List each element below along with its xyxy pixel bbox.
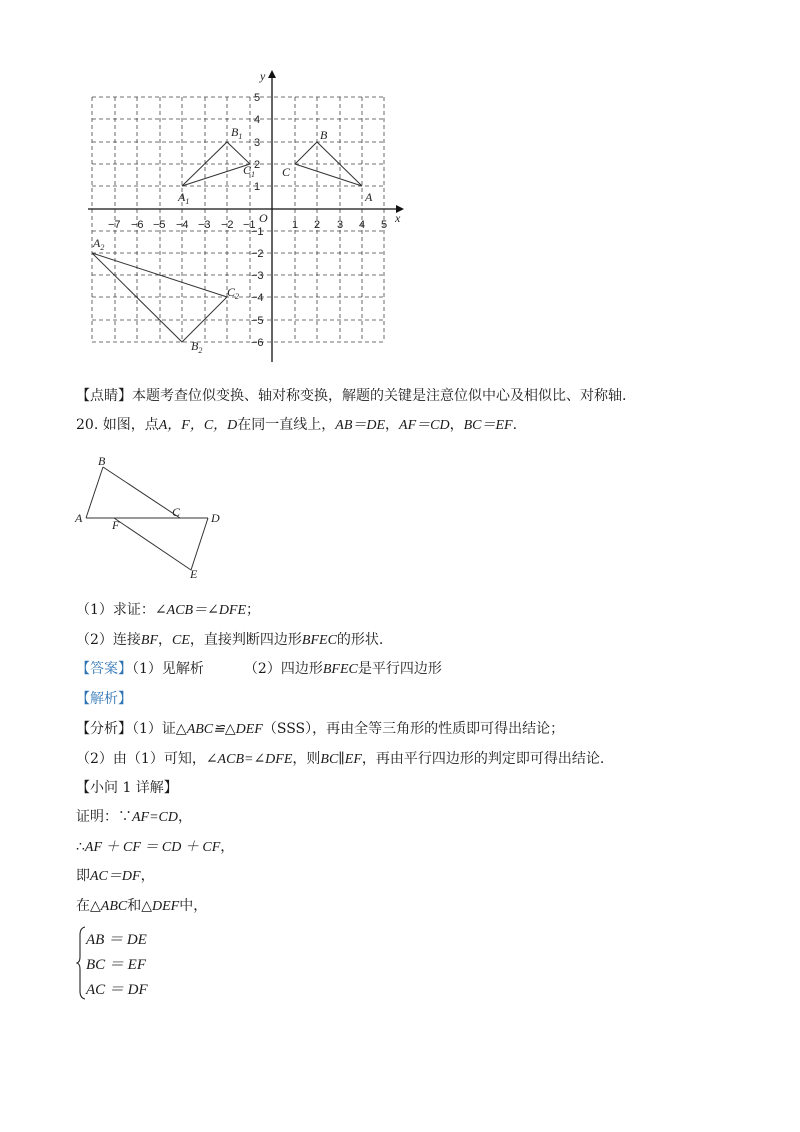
x-tick: 1 [292,219,299,231]
y-tick: −2 [251,248,264,260]
y-tick: −5 [251,315,264,327]
y-tick: −4 [251,292,264,304]
point-label-a: A [365,190,373,204]
point-label-c: C [282,165,291,179]
x-tick: 5 [381,219,388,231]
segment-de [191,518,208,570]
x-tick: −1 [243,219,256,231]
x-tick: 2 [314,219,321,231]
point-label-b2: $B_2$ [191,339,203,355]
y-axis-label: y [260,69,266,83]
question-1: （1）求证：∠ACB＝∠DFE； [76,602,261,618]
x-tick: −7 [108,219,121,231]
point-label-c2: $C_2$ [227,285,240,301]
geometry-figure [70,452,230,582]
x-tick: −6 [131,219,144,231]
note-line [76,386,626,406]
fig2-label-f: F [112,518,120,532]
fig2-label-a: A [75,511,83,525]
triangle-a2b2c2 [92,253,227,342]
answer-line: 【答案】（1）见解析 （2）四边形BFEC是平行四边形 [76,661,442,677]
segment-fe [114,518,191,570]
point-label-b: B [320,128,328,142]
y-axis-arrow [268,70,276,78]
fig2-label-d: D [211,511,220,525]
origin-label: O [259,211,268,225]
problem-20-statement: 20. 如图，点A，F，C，D在同一直线上，AB＝DE，AF＝CD，BC＝EF. [76,417,518,433]
fenxi-line-2: （2）由（1）可知，∠ACB=∠DFE，则BC∥EF，再由平行四边形的判定即可得出结论. [76,751,605,767]
x-tick: 4 [359,219,366,231]
y-tick: 3 [254,137,261,149]
answer-tag: 【答案】 [76,661,132,677]
equation-row: BC ＝ EF [86,957,146,973]
x-tick: 3 [337,219,344,231]
point-label-a2: $A_2$ [93,236,105,252]
equation-row: AC ＝ DF [86,982,148,998]
detail-tag: 【小问 1 详解】 [76,780,178,796]
note-tag: 【点睛】 [76,388,132,404]
left-brace [76,926,86,1000]
y-tick: −6 [251,337,264,349]
proof-line-3: 即AC＝DF， [76,868,155,884]
fenxi-line-1: 【分析】（1）证△ABC≌△DEF（SSS），再由全等三角形的性质即可得出结论； [76,721,565,737]
proof-line-2: ∴AF ＋ CF ＝ CD ＋ CF， [76,839,235,855]
fig2-label-c: C [172,505,181,519]
equation-system [76,926,196,1000]
y-tick: −1 [251,226,264,238]
x-axis-label: x [395,211,401,225]
x-tick: −4 [176,219,189,231]
fig2-label-b: B [98,454,106,468]
segment-bc [103,467,180,518]
point-label-a1: $A_1$ [178,190,190,206]
y-tick: 2 [254,159,261,171]
x-tick: −3 [198,219,211,231]
x-tick-labels [108,219,387,231]
question-2: （2）连接BF，CE，直接判断四边形BFEC的形状. [76,632,384,648]
coordinate-figure [84,66,414,366]
problem-number: 20. [76,417,99,433]
proof-line-4: 在△ABC和△DEF中， [76,898,208,914]
point-label-c1: $C_1$ [243,163,256,179]
analysis-tag: 【解析】 [76,691,132,707]
x-tick: −5 [153,219,166,231]
segment-ab [86,467,103,518]
y-tick: 4 [254,114,261,126]
x-tick: −2 [221,219,234,231]
proof-line-1: 证明：∵AF=CD， [76,809,192,825]
y-tick: 5 [254,92,261,104]
point-label-b1: $B_1$ [231,125,243,141]
note-text: 本题考查位似变换、轴对称变换，解题的关键是注意位似中心及相似比、对称轴. [132,388,627,404]
y-tick: 1 [254,181,261,193]
y-tick: −3 [251,270,264,282]
equation-row: AB ＝ DE [86,932,147,948]
fig2-label-e: E [190,567,198,581]
